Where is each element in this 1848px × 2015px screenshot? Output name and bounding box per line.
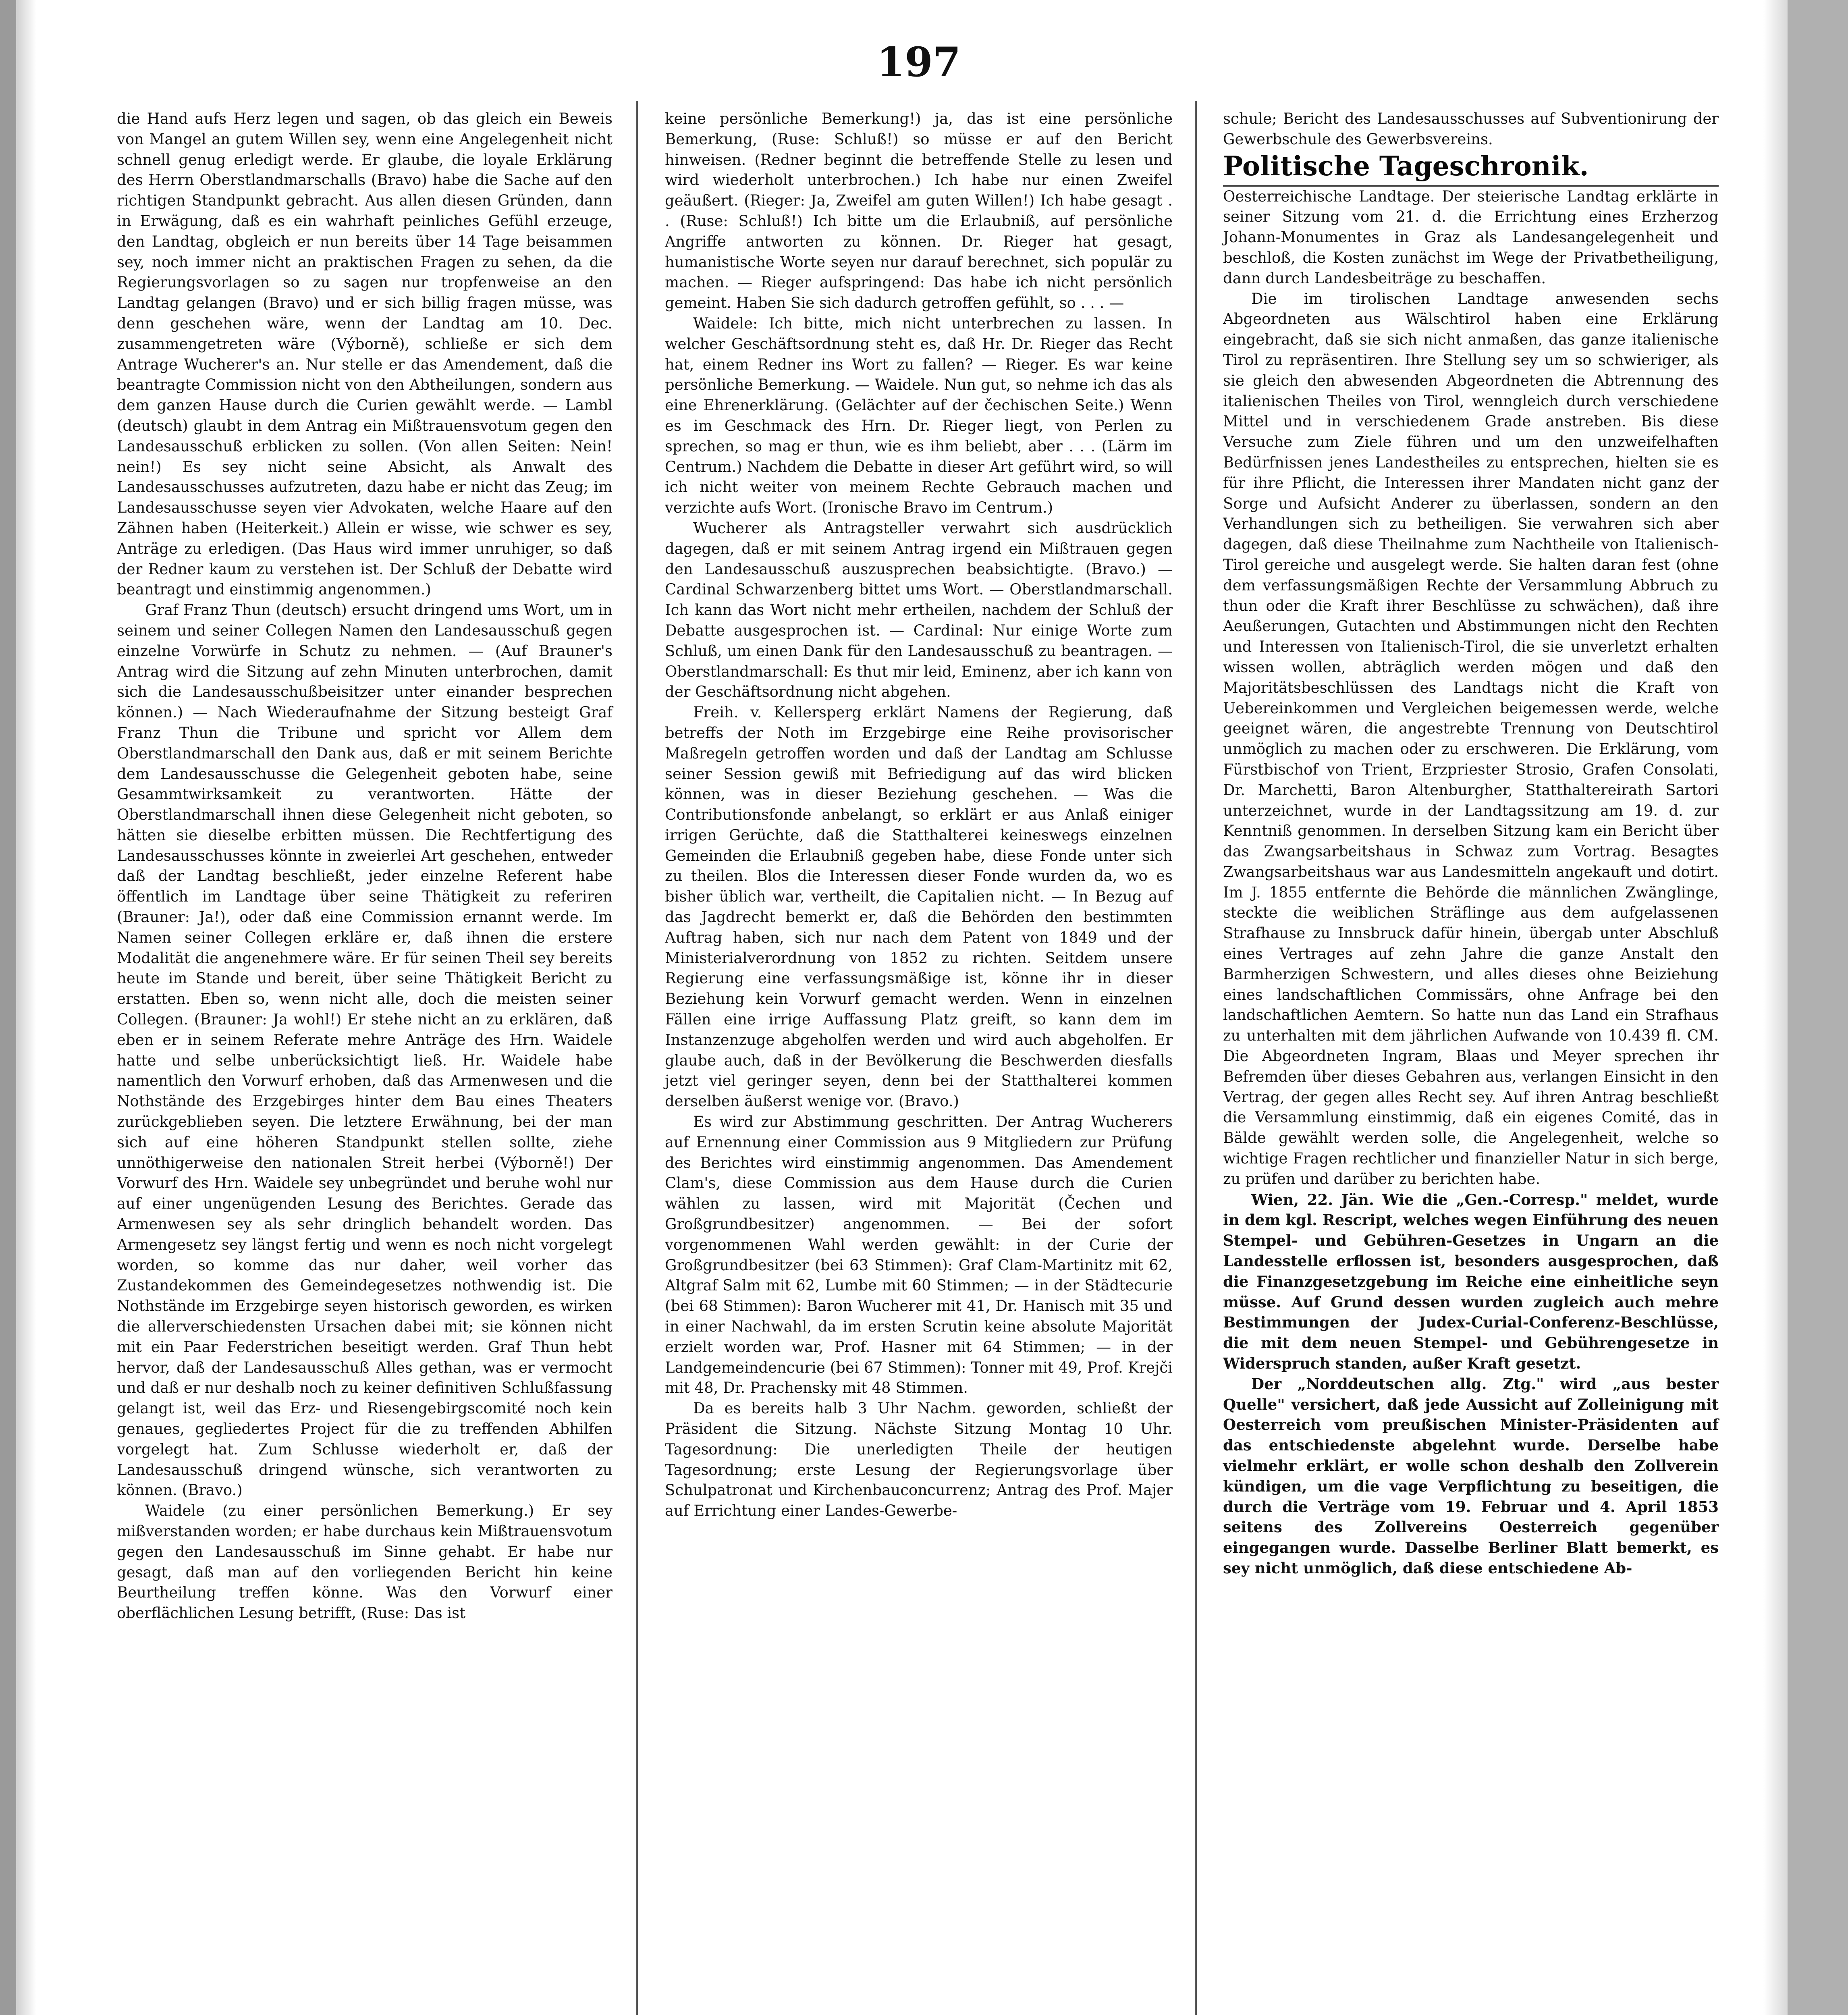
section-title: Politische Tageschronik.	[1223, 150, 1719, 187]
paragraph: Es wird zur Abstimmung geschritten. Der Antrag Wucherers auf Ernennung einer Commission aus 9 Mitgliedern zur Prüfung des Berichtes wird einstimmig angenommen. Das Amendement Clam's, diese Commission aus dem Hause durch die Curien wählen zu lassen, wird mit Majorität (Čechen und Großgrundbesitzer) angenommen. — Bei der sofort vorgenommenen Wahl werden gewählt: in der Curie der Großgrundbesitzer (bei 63 Stimmen): Graf Clam-Martinitz mit 62, Altgraf Salm mit 62, Lumbe mit 60 Stimmen; — in der Städtecurie (bei 68 Stimmen): Baron Wucherer mit 41, Dr. Hanisch mit 35 und in einer Nachwahl, da im ersten Scrutin keine absolute Majorität erzielt worden war, Prof. Hasner mit 64 Stimmen; — in der Landgemeindencurie (bei 67 Stimmen): Tonner mit 49, Prof. Krejči mit 48, Dr. Prachensky mit 48 Stimmen.	[665, 1113, 1173, 1397]
paragraph: Waidele (zu einer persönlichen Bemerkung.) Er sey mißverstanden worden; er habe durchaus kein Mißtrauensvotum gegen den Landesausschuß im Sinne gehabt. Er habe nur gesagt, daß man auf den vorliegenden Bericht hin keine Beurtheilung treffen könne. Was den Vorwurf einer oberflächlichen Lesung betrifft, (Ruse: Das ist	[117, 1502, 613, 1622]
paragraph: Oesterreichische Landtage. Der steierische Landtag erklärte in seiner Sitzung vom 21. d. die Errichtung eines Erzherzog Johann-Monumentes in Graz als Landesangelegenheit und beschloß, die Kosten zunächst im Wege der Privatbetheiligung, dann durch Landesbeiträge zu beschaffen.	[1223, 187, 1719, 287]
column-middle	[665, 109, 1173, 2015]
scan-left-shadow	[16, 0, 36, 2015]
column-rule-left	[636, 101, 638, 2015]
paragraph: keine persönliche Bemerkung!) ja, das ist eine persönliche Bemerkung, (Ruse: Schluß!) so müsse er auf den Bericht hinweisen. (Redner beginnt die betreffende Stelle zu lesen und wird wiederholt unterbrochen.) Ich habe nur einen Zweifel geäußert. (Rieger: Ja, Zweifel am guten Willen!) Ich habe gesagt . . (Ruse: Schluß!) Ich bitte um die Erlaubniß, auf persönliche Angriffe antworten zu können. Dr. Rieger hat gesagt, humanistische Worte seyen nur darauf berechnet, sich populär zu machen. — Rieger aufspringend: Das habe ich nicht persönlich gemeint. Haben Sie sich dadurch getroffen gefühlt, so . . . —	[665, 110, 1173, 312]
paragraph: Wucherer als Antragsteller verwahrt sich ausdrücklich dagegen, daß er mit seinem Antrag irgend ein Mißtrauen gegen den Landesausschuß auszusprechen beabsichtigte. (Bravo.) — Cardinal Schwarzenberg bittet ums Wort. — Oberstlandmarschall. Ich kann das Wort nicht mehr ertheilen, nachdem der Schluß der Debatte ausgesprochen ist. — Cardinal: Nur einige Worte zum Schluß, um einen Dank für den Landesausschuß zu beantragen. — Oberstlandmarschall: Es thut mir leid, Eminenz, aber ich kann von der Geschäftsordnung nicht abgehen.	[665, 519, 1173, 701]
paragraph: Waidele: Ich bitte, mich nicht unterbrechen zu lassen. In welcher Geschäftsordnung steht es, daß Hr. Dr. Rieger das Recht hat, einem Redner ins Wort zu fallen? — Rieger. Es war keine persönliche Bemerkung. — Waidele. Nun gut, so nehme ich das als eine Ehrenerklärung. (Gelächter auf der čechischen Seite.) Wenn es im Geschmack des Hrn. Dr. Rieger liegt, von Perlen zu sprechen, so mag er thun, wie es ihm beliebt, aber . . . (Lärm im Centrum.) Nachdem die Debatte in dieser Art geführt wird, so will ich nicht weiter von meinem Rechte Gebrauch machen und verzichte aufs Wort. (Ironische Bravo im Centrum.)	[665, 314, 1173, 517]
paragraph: die Hand aufs Herz legen und sagen, ob das gleich ein Beweis von Mangel an gutem Willen sey, wenn eine Angelegenheit nicht schnell genug erledigt werde. Er glaube, die loyale Erklärung des Herrn Oberstlandmarschalls (Bravo) habe die Sache auf den richtigen Standpunkt gebracht. Aus allen diesen Gründen, dann in Erwägung, daß es ein wahrhaft peinliches Gefühl erzeuge, den Landtag, obgleich er nun bereits über 14 Tage beisammen sey, noch immer nicht an praktischen Fragen zu sehen, da die Regierungsvorlagen so zu sagen nur tropfenweise an den Landtag gelangen (Bravo) und er sich billig fragen müsse, was denn geschehen wäre, wenn der Landtag am 10. Dec. zusammengetreten wäre (Výborně), schließe er sich dem Antrage Wucherer's an. Nur stelle er das Amendement, daß die beantragte Commission nicht von den Abtheilungen, sondern aus dem ganzen Hause durch die Curien gewählt werde. — Lambl (deutsch) glaubt in dem Antrag ein Mißtrauensvotum gegen den Landesausschuß erblicken zu sollen. (Von allen Seiten: Nein! nein!) Es sey nicht seine Absicht, als Anwalt des Landesausschusses aufzutreten, dazu habe er nicht das Zeug; im Landesausschusse seyen vier Advokaten, welche Haare auf den Zähnen haben (Heiterkeit.) Allein er wisse, wie schwer es sey, Anträge zu erledigen. (Das Haus wird immer unruhiger, so daß der Redner kaum zu verstehen ist. Der Schluß der Debatte wird beantragt und einstimmig angenommen.)	[117, 110, 613, 598]
scan-right-shadow	[1763, 0, 1788, 2015]
column-rule-right	[1195, 101, 1197, 2015]
column-left	[117, 109, 613, 2015]
paragraph: Graf Franz Thun (deutsch) ersucht dringend ums Wort, um in seinem und seiner Collegen Namen den Landesausschuß gegen einzelne Vorwürfe in Schutz zu nehmen. — (Auf Brauner's Antrag wird die Sitzung auf zehn Minuten unterbrochen, damit sich die Landesausschußbeisitzer unter einander besprechen können.) — Nach Wiederaufnahme der Sitzung besteigt Graf Franz Thun die Tribune und spricht vor Allem dem Oberstlandmarschall den Dank aus, daß er mit seinem Berichte dem Landesausschusse die Gelegenheit geboten habe, seine Gesammtwirksamkeit zu verantworten. Hätte der Oberstlandmarschall ihnen diese Gelegenheit nicht geboten, so hätten sie dieselbe erbitten müssen. Die Rechtfertigung des Landesausschusses könnte in zweierlei Art geschehen, entweder daß der Landtag beschließt, jeder einzelne Referent habe öffentlich im Landtage über seine Thätigkeit zu referiren (Brauner: Ja!), oder daß eine Commission ernannt werde. Im Namen seiner Collegen erkläre er, daß ihnen die erstere Modalität die angenehmere wäre. Er für seinen Theil sey bereits heute im Stande und bereit, über seine Thätigkeit Bericht zu erstatten. Eben so, wenn nicht alle, doch die meisten seiner Collegen. (Brauner: Ja wohl!) Er stehe nicht an zu erklären, daß eben er in seinem Referate mehre Anträge des Hrn. Waidele hatte und selbe unberücksichtigt ließ. Hr. Waidele habe namentlich den Vorwurf erhoben, daß das Armenwesen und die Nothstände des Erzgebirges hinter dem Bau eines Theaters zurückgeblieben seyen. Die letztere Erwähnung, bei der man sich auf eine höheren Standpunkt stellen sollte, ziehe unnöthigerweise den nationalen Streit herbei (Výborně!) Der Vorwurf des Hrn. Waidele sey unbegründet und beruhe wohl nur auf einer ungenügenden Lesung des Berichtes. Gerade das Armenwesen sey als sehr dringlich behandelt worden. Das Armengesetz sey längst fertig und wenn es noch nicht vorgelegt worden, so komme das nur daher, weil vorher das Zustandekommen des Gemeindegesetzes nothwendig ist. Die Nothstände im Erzgebirge seyen historisch geworden, es wirken die allerverschiedensten Ursachen dabei mit; sie können nicht mit ein Paar Federstrichen beseitigt werden. Graf Thun hebt hervor, daß der Landesausschuß Alles gethan, was er vermocht und daß er nur deshalb noch zu keiner definitiven Schlußfassung gelangt ist, weil das Erz- und Riesengebirgscomité noch kein genaues, gegliedertes Project für die zu treffenden Abhilfen vorgelegt hat. Zum Schlusse wiederholt er, daß der Landesausschuß dringend wünsche, sich verantworten zu können. (Bravo.)	[117, 601, 613, 1499]
paragraph: Der „Norddeutschen allg. Ztg." wird „aus bester Quelle" versichert, daß jede Aussicht auf Zolleinigung mit Oesterreich vom preußischen Minister-Präsidenten auf das entschiedenste abgelehnt wurde. Derselbe habe vielmehr erklärt, er wolle schon deshalb den Zollverein kündigen, um die vage Verpflichtung zu beseitigen, die durch die Verträge vom 19. Februar und 4. April 1853 seitens des Zollvereins Oesterreich gegenüber eingegangen wurde. Dasselbe Berliner Blatt bemerkt, es sey nicht unmöglich, daß diese entschiedene Ab-	[1223, 1375, 1719, 1577]
page-number: 197	[876, 38, 961, 86]
column-right	[1223, 109, 1719, 2015]
scan-right-edge	[1788, 0, 1848, 2015]
scan-left-edge	[0, 0, 16, 2015]
paragraph: schule; Bericht des Landesausschusses auf Subventionirung der Gewerbschule des Gewerbsvereins.	[1223, 110, 1719, 148]
paragraph: Die im tirolischen Landtage anwesenden sechs Abgeordneten aus Wälschtirol haben eine Erklärung eingebracht, daß sie sich nicht anmaßen, das ganze italienische Tirol zu repräsentiren. Ihre Stellung sey um so schwieriger, als sie gleich den abwesenden Abgeordneten die Abtrennung des italienischen Theiles von Tirol, wenngleich durch verschiedene Mittel und in verschiedenem Grade anstreben. Bis diese Versuche zum Ziele führen und um den unzweifelhaften Bedürfnissen jenes Landestheiles zu entsprechen, hielten sie es für ihre Pflicht, die Interessen ihrer Mandaten nicht ganz der Sorge und Aufsicht Anderer zu überlassen, sondern an den Verhandlungen sich zu betheiligen. Sie verwahren sich aber dagegen, daß diese Theilnahme zum Nachtheile von Italienisch-Tirol gereiche und ausgelegt werde. Sie halten daran fest (ohne dem verfassungsmäßigen Rechte der Versammlung Abbruch zu thun oder die Kraft ihrer Beschlüsse zu schwächen), daß ihre Aeußerungen, Gutachten und Abstimmungen nicht den Rechten und Interessen von Italienisch-Tirol, die sie unverletzt erhalten wissen wollen, abträglich werden mögen und daß den Majoritätsbeschlüssen des Landtags nicht die Kraft von Uebereinkommen und Vergleichen beigemessen werde, welche geeignet wären, die angestrebte Trennung von Deutschtirol unmöglich zu machen oder zu erschweren. Die Erklärung, vom Fürstbischof von Trient, Erzpriester Strosio, Grafen Consolati, Dr. Marchetti, Baron Altenburgher, Statthaltereirath Sartori unterzeichnet, wurde in der Landtagssitzung am 19. d. zur Kenntniß genommen. In derselben Sitzung kam ein Bericht über das Zwangsarbeitshaus in Schwaz zum Vortrag. Besagtes Zwangsarbeitshaus war aus Landesmitteln angekauft und dotirt. Im J. 1855 entfernte die Behörde die männlichen Zwänglinge, steckte die weiblichen Sträflinge aus dem aufgelassenen Strafhause zu Innsbruck dafür hinein, übergab unter Abschluß eines Vertrages auf zehn Jahre die ganze Anstalt den Barmherzigen Schwestern, und alles dieses ohne Beiziehung eines landschaftlichen Commissärs, ohne Anfrage bei den landschaftlichen Aemtern. So hatte nun das Land ein Strafhaus zu unterhalten mit dem jährlichen Aufwande von 10.439 fl. CM. Die Abgeordneten Ingram, Blaas und Meyer sprechen ihr Befremden über dieses Gebahren aus, verlangen Einsicht in den Vertrag, der gegen alles Recht sey. Auf ihren Antrag beschließt die Versammlung einstimmig, daß ein eigenes Comité, das in Bälde gewählt werden solle, die Angelegenheit, welche so wichtige Fragen rechtlicher und finanzieller Natur in sich berge, zu prüfen und darüber zu berichten habe.	[1223, 290, 1719, 1188]
paragraph: Freih. v. Kellersperg erklärt Namens der Regierung, daß betreffs der Noth im Erzgebirge eine Reihe provisorischer Maßregeln getroffen worden und daß der Landtag am Schlusse seiner Session gewiß mit Befriedigung auf das wird blicken können, was in dieser Beziehung geschehen. — Was die Contributionsfonde anbelangt, so erklärt er aus Anlaß einiger irrigen Gerüchte, daß die Statthalterei keineswegs einzelnen Gemeinden die Erlaubniß gegeben habe, diese Fonde unter sich zu theilen. Blos die Interessen dieser Fonde wurden da, wo es bisher üblich war, vertheilt, die Capitalien nicht. — In Bezug auf das Jagdrecht bemerkt er, daß die Behörden den bestimmten Auftrag haben, sich nur nach dem Patent von 1849 und der Ministerialverordnung von 1852 zu richten. Seitdem unsere Regierung eine verfassungsmäßige ist, könne ihr in dieser Beziehung kein Vorwurf gemacht werden. Wenn in einzelnen Fällen eine irrige Auffassung Platz greift, so kann dem im Instanzenzuge abgeholfen werden und wird auch abgeholfen. Er glaube auch, daß in der Bevölkerung die Beschwerden diesfalls jetzt viel geringer seyen, denn bei der Statthalterei kommen derselben äußerst wenige vor. (Bravo.)	[665, 704, 1173, 1110]
paragraph: Da es bereits halb 3 Uhr Nachm. geworden, schließt der Präsident die Sitzung. Nächste Sitzung Montag 10 Uhr. Tagesordnung: Die unerledigten Theile der heutigen Tagesordnung; erste Lesung der Regierungsvorlage über Schulpatronat und Kirchenbauconcurrenz; Antrag des Prof. Majer auf Errichtung einer Landes-Gewerbe-	[665, 1400, 1173, 1520]
paragraph: Wien, 22. Jän. Wie die „Gen.-Corresp." meldet, wurde in dem kgl. Rescript, welches wegen Einführung des neuen Stempel- und Gebühren-Gesetzes in Ungarn an die Landesstelle erflossen ist, besonders ausgesprochen, daß die Finanzgesetzgebung im Reiche eine einheitliche seyn müsse. Auf Grund dessen wurden zugleich auch mehre Bestimmungen der Judex-Curial-Conferenz-Beschlüsse, die mit dem neuen Stempel- und Gebührengesetze in Widerspruch standen, außer Kraft gesetzt.	[1223, 1190, 1719, 1373]
